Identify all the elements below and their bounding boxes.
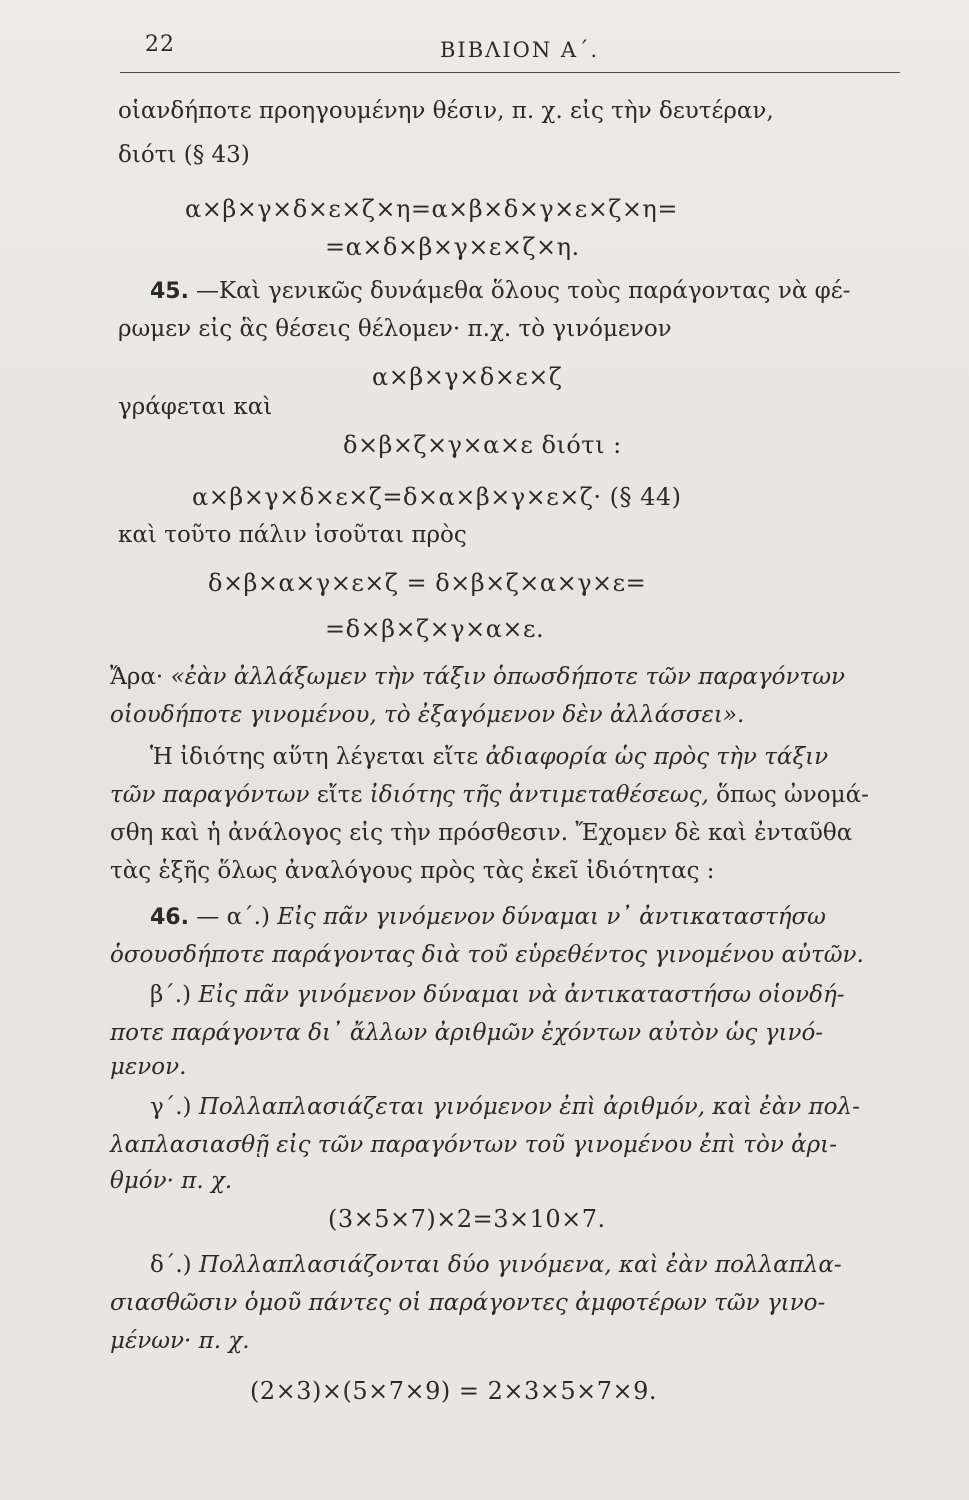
text-line [150,980,845,1010]
text-line: γράφεται καὶ [118,394,273,420]
text-line: ὁσουσδήποτε παράγοντας διὰ τοῦ εὑρεθέντος γινομένου αὐτῶν. [110,942,864,968]
formula: (2×3)×(5×7×9) = 2×3×5×7×9. [250,1377,658,1405]
text-line: οἱανδήποτε προηγουμένην θέσιν, π. χ. εἰς τὴν δευτέραν, [118,98,774,124]
formula: =δ×β×ζ×γ×α×ε. [325,615,545,643]
text-fragment: ἀδιαφορία ὡς πρὸς τὴν τάξιν [485,744,829,770]
text-line: διότι (§ 43) [118,142,250,168]
text-line [150,1092,860,1122]
text-line: σθη καὶ ἡ ἀνάλογος εἰς τὴν πρόσθεσιν. Ἔχομεν δὲ καὶ ἐνταῦθα [110,820,853,846]
formula: (3×5×7)×2=3×10×7. [328,1205,606,1233]
text-line: θμόν· π. χ. [110,1168,233,1194]
text-line [110,662,845,692]
formula: α×β×γ×δ×ε×ζ=δ×α×β×γ×ε×ζ· (§ 44) [192,483,682,511]
text-line [150,1250,842,1280]
running-head: ΒΙΒΛΙΟΝ Α΄. [440,38,600,62]
text-line [150,902,826,933]
formula: δ×β×α×γ×ε×ζ = δ×β×ζ×α×γ×ε= [208,569,647,597]
text-line [110,780,869,810]
text-line: μενον. [110,1054,187,1080]
page-header [110,28,900,74]
text-fragment: ὅπως ὠνομά- [716,782,869,808]
text-fragment: εἴτε [316,782,363,808]
text-line: ρωμεν εἰς ἃς θέσεις θέλομεν· π.χ. τὸ γινόμενον [118,316,672,342]
text-line: λαπλασιασθῇ εἰς τῶν παραγόντων τοῦ γινομένου ἐπὶ τὸν ἀρι- [110,1132,837,1158]
text-fragment: Πολλαπλασιάζεται γινόμενον ἐπὶ ἀριθμόν, καὶ ἐὰν πολ- [198,1094,860,1120]
text-fragment: Ἄρα· [110,664,164,690]
formula: α×β×γ×δ×ε×ζ×η=α×β×δ×γ×ε×ζ×η= [185,195,678,223]
text-fragment: δ΄.) [150,1252,192,1278]
text-fragment: τῶν παραγόντων [110,782,310,808]
paragraph-number: 45. [150,279,189,304]
paragraph-number: 46. [150,905,189,930]
text-fragment: γ΄.) [150,1094,192,1120]
text-fragment: β΄.) [150,982,192,1008]
formula: =α×δ×β×γ×ε×ζ×η. [325,233,580,261]
text-fragment: ἰδιότης τῆς ἀντιμεταθέσεως, [369,782,709,808]
text-line: σιασθῶσιν ὁμοῦ πάντες οἱ παράγοντες ἀμφοτέρων τῶν γινο- [110,1290,826,1316]
text-line [150,742,828,772]
text-fragment: Εἰς πᾶν γινόμενον δύναμαι νὰ ἀντικαταστήσω οἱονδή- [198,982,845,1008]
text-fragment: Ἡ ἰδιότης αὕτη λέγεται εἴτε [150,744,479,770]
text-line: —Καὶ γενικῶς δυνάμεθα ὅλους τοὺς παράγοντας νὰ φέ- [196,278,851,304]
text-fragment: «ἐὰν ἀλλάξωμεν τὴν τάξιν ὁπωσδήποτε τῶν παραγόντων [170,664,845,690]
formula: δ×β×ζ×γ×α×ε διότι : [343,431,622,459]
text-fragment: Εἰς πᾶν γινόμενον δύναμαι ν᾽ ἀντικαταστήσω [277,904,826,930]
text-line: καὶ τοῦτο πάλιν ἰσοῦται πρὸς [118,522,467,548]
header-rule [120,72,900,73]
formula: α×β×γ×δ×ε×ζ [372,363,563,391]
text-fragment: — α΄.) [196,904,270,930]
text-line: μένων· π. χ. [110,1328,250,1354]
text-line: ποτε παράγοντα δι᾽ ἄλλων ἀριθμῶν ἐχόντων αὐτὸν ὡς γινό- [110,1020,824,1046]
page-number: 22 [145,32,175,57]
text-line: τὰς ἑξῆς ὅλως ἀναλόγους πρὸς τὰς ἐκεῖ ἰδιότητας : [110,858,715,884]
text-fragment: Πολλαπλασιάζονται δύο γινόμενα, καὶ ἐὰν πολλαπλα- [198,1252,842,1278]
text-line: οἱουδήποτε γινομένου, τὸ ἐξαγόμενον δὲν ἀλλάσσει». [110,702,745,728]
